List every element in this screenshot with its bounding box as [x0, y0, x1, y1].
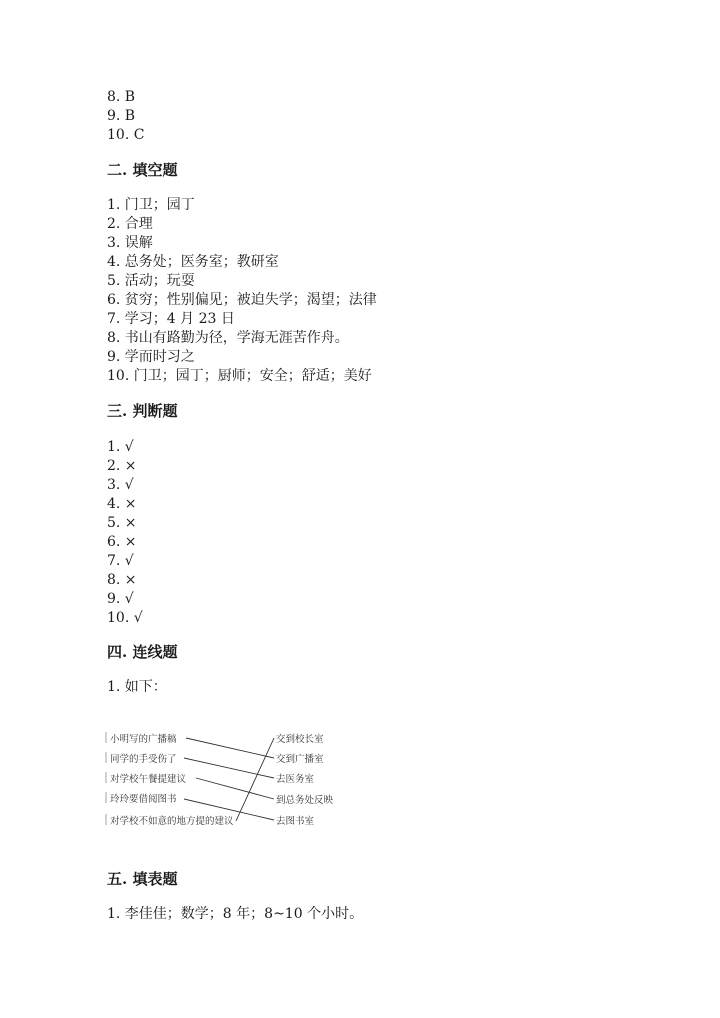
fill-blank-item-3: 3. 误解: [107, 235, 153, 251]
true-false-item-2: 2. ×: [107, 458, 137, 474]
true-false-item-8: 8. ×: [107, 572, 137, 588]
fill-blank-heading: 二. 填空题: [107, 161, 178, 179]
true-false-item-6: 6. ×: [107, 534, 137, 550]
left-item-5: 对学校不如意的地方提的建议: [110, 816, 234, 827]
right-item-5: 去图书室: [276, 816, 315, 827]
matching-diagram-svg: [104, 727, 364, 830]
true-false-item-4: 4. ×: [107, 496, 137, 512]
right-item-3: 去医务室: [276, 774, 315, 785]
right-item-4: 到总务处反映: [276, 795, 334, 806]
right-item-2: 交到广播室: [276, 754, 324, 765]
true-false-item-5: 5. ×: [107, 515, 137, 531]
fill-blank-item-1: 1. 门卫；园丁: [107, 197, 195, 213]
true-false-item-9: 9. √: [107, 591, 134, 607]
fill-blank-item-4: 4. 总务处；医务室；教研室: [107, 254, 279, 270]
connector-line: [186, 738, 274, 758]
matching-heading: 四. 连线题: [107, 643, 178, 661]
left-item-4: 玲玲要借阅图书: [110, 794, 177, 805]
choice-answer-10: 10. C: [107, 127, 145, 143]
left-item-3: 对学校午餐提建议: [110, 774, 187, 785]
left-item-1: 小明写的广播稿: [110, 734, 177, 745]
right-item-1: 交到校长室: [276, 734, 324, 745]
fill-blank-item-2: 2. 合理: [107, 216, 153, 232]
fill-blank-item-6: 6. 贫穷；性别偏见；被迫失学；渴望；法律: [107, 292, 377, 308]
true-false-item-3: 3. √: [107, 477, 134, 493]
fill-blank-item-8: 8. 书山有路勤为径，学海无涯苦作舟。: [107, 330, 349, 346]
connector-line: [196, 778, 274, 799]
matching-item-1: 1. 如下：: [107, 679, 167, 695]
fill-blank-item-5: 5. 活动；玩耍: [107, 273, 195, 289]
fill-blank-item-10: 10. 门卫；园丁；厨师；安全；舒适；美好: [107, 368, 372, 384]
choice-answer-8: 8. B: [107, 89, 136, 105]
matching-diagram: [104, 727, 364, 830]
choice-answer-9: 9. B: [107, 108, 136, 124]
left-item-2: 同学的手受伤了: [110, 754, 177, 765]
true-false-item-1: 1. √: [107, 439, 134, 455]
true-false-item-7: 7. √: [107, 553, 134, 569]
fill-blank-item-7: 7. 学习；4 月 23 日: [107, 311, 235, 327]
true-false-item-10: 10. √: [107, 610, 143, 626]
table-fill-heading: 五. 填表题: [107, 870, 178, 888]
table-fill-item-1: 1. 李佳佳；数学；8 年；8~10 个小时。: [107, 906, 364, 922]
fill-blank-item-9: 9. 学而时习之: [107, 349, 195, 365]
true-false-heading: 三. 判断题: [107, 402, 178, 420]
